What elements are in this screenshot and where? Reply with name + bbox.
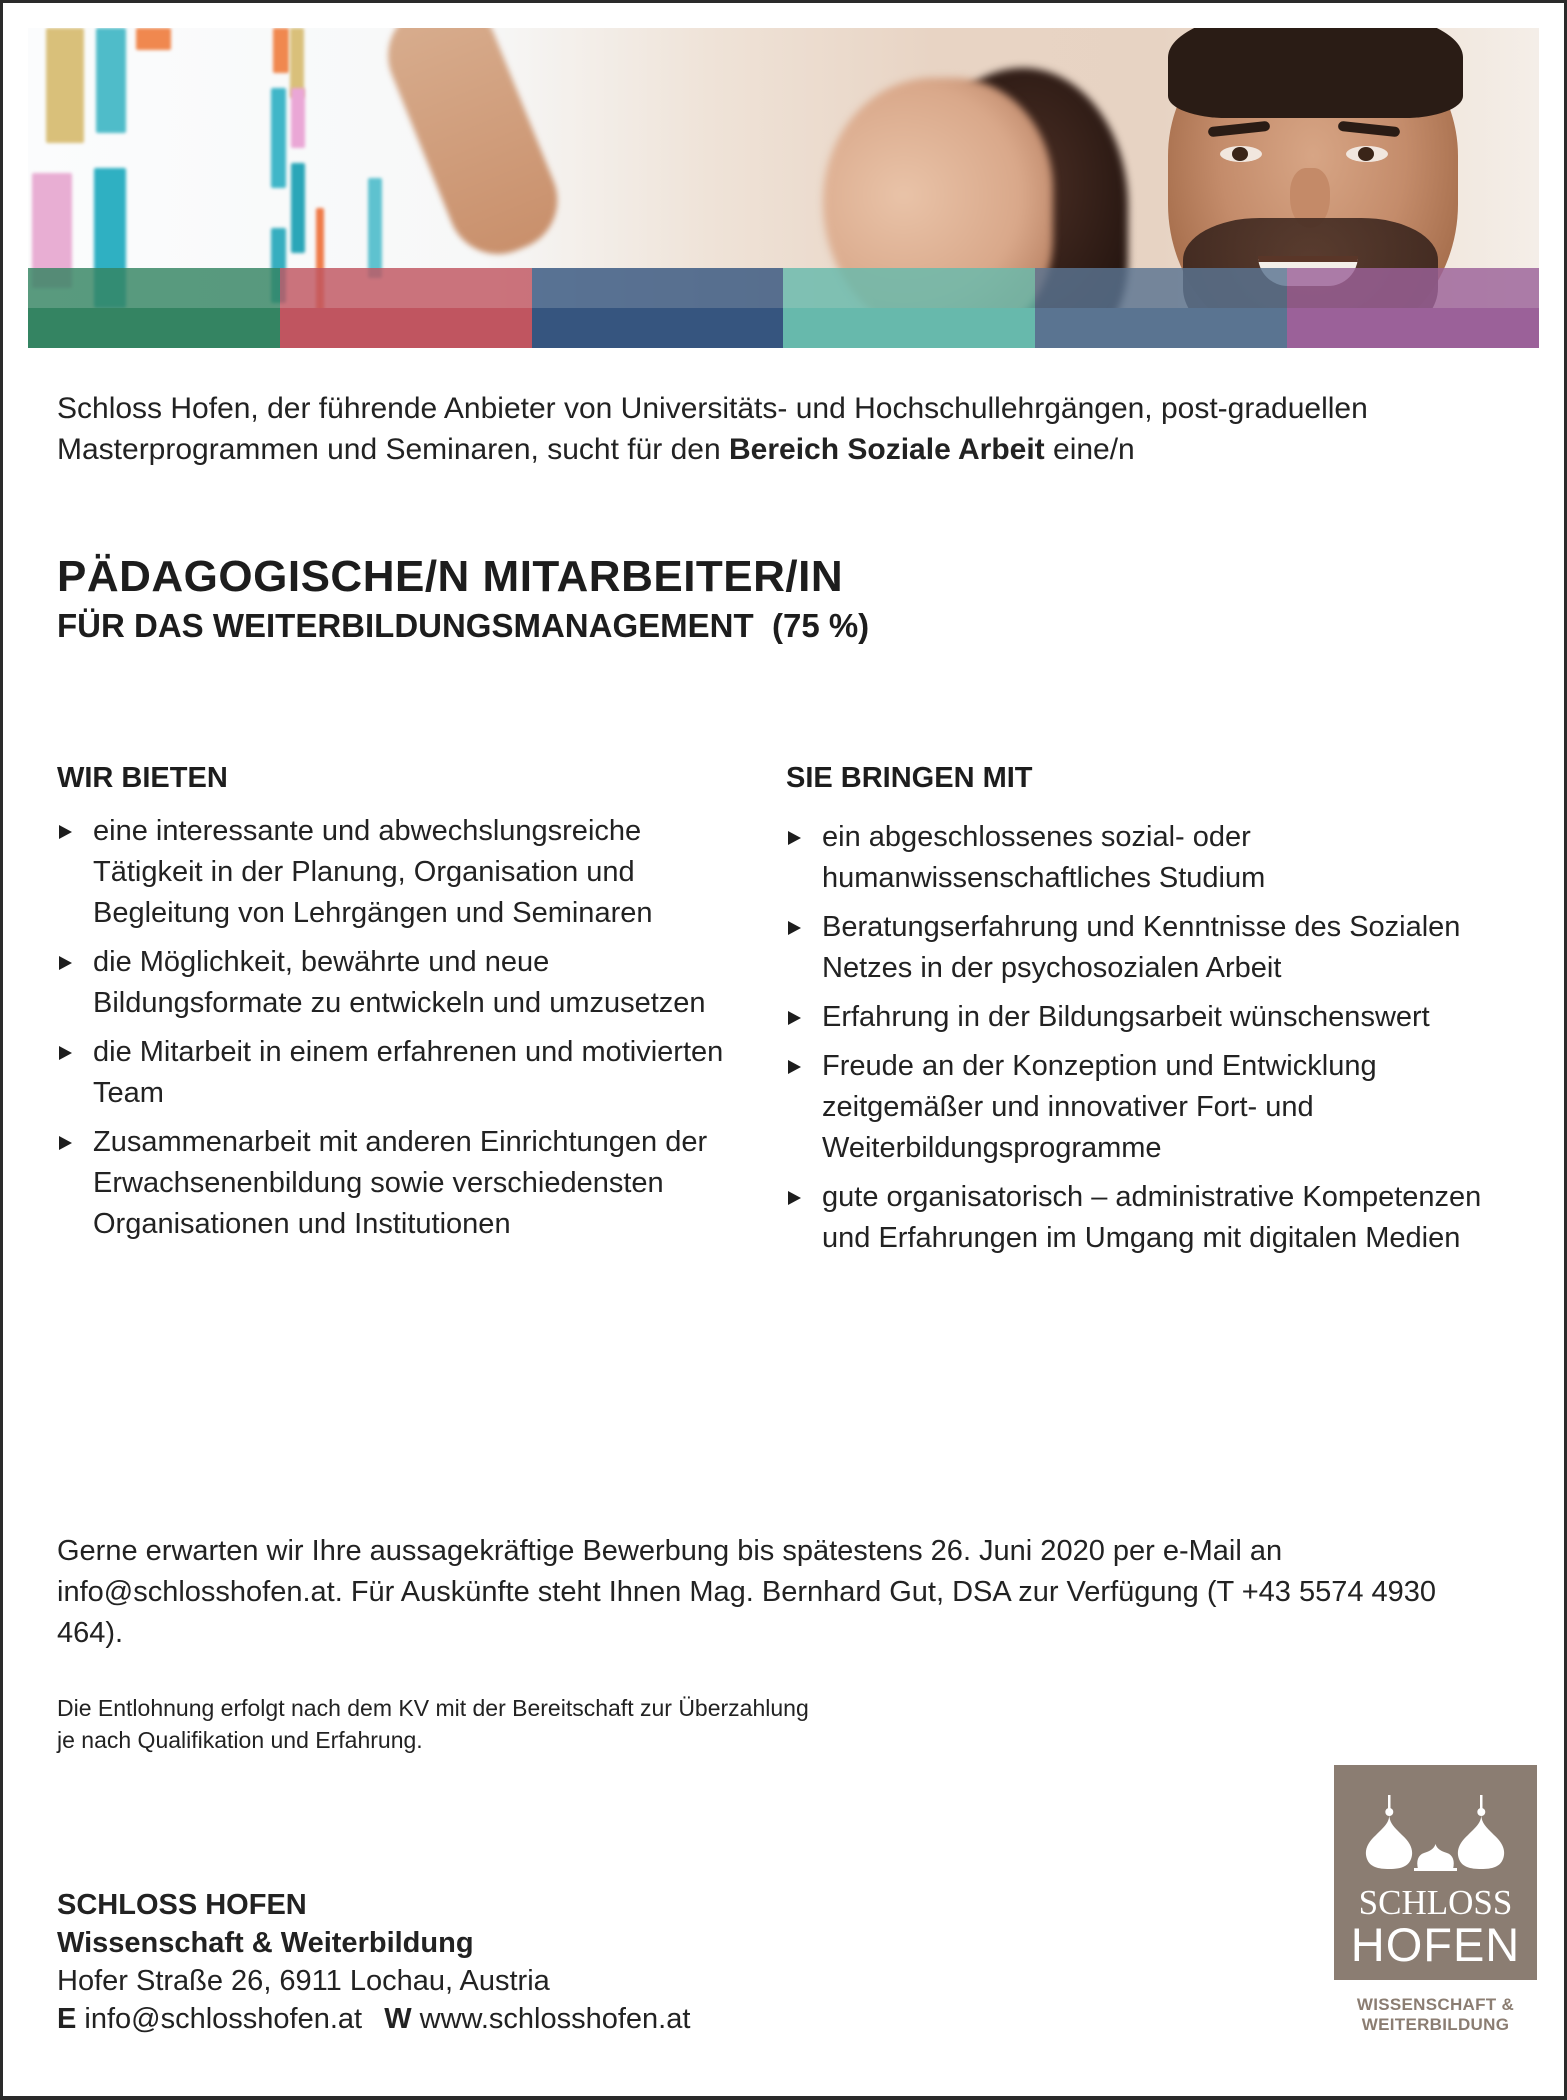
list-item — [786, 1177, 1506, 1259]
logo-tagline — [1334, 1995, 1537, 2035]
color-stripe-solid — [532, 308, 784, 348]
contact-line — [57, 2000, 690, 2038]
color-stripes — [28, 268, 1539, 348]
color-stripe-solid — [280, 308, 532, 348]
email-link[interactable]: info@schlosshofen.at — [84, 2003, 363, 2035]
sticky-note — [46, 28, 84, 143]
list-item — [57, 1032, 747, 1114]
triangle-bullet-icon — [788, 1011, 801, 1025]
schloss-hofen-logo — [1334, 1765, 1537, 1980]
requirements-section — [786, 762, 1506, 1267]
list-item-text: die Möglichkeit, bewährte und neue Bildungsformate zu entwickeln und umzusetzen — [93, 946, 706, 1019]
man-eye — [1220, 146, 1262, 162]
list-item — [57, 1122, 747, 1245]
color-stripe-overlay — [280, 268, 532, 308]
color-stripe-solid — [783, 308, 1035, 348]
color-stripe-solid — [28, 308, 280, 348]
man-hair — [1168, 28, 1463, 118]
offer-section — [57, 762, 747, 1253]
contact-address — [57, 1886, 690, 2038]
sticky-note — [136, 28, 171, 50]
list-item — [786, 997, 1506, 1038]
job-subtitle: FÜR DAS WEITERBILDUNGSMANAGEMENT (75 %) — [57, 607, 870, 644]
sticky-note — [271, 88, 286, 188]
requirements-list — [786, 817, 1506, 1259]
triangle-bullet-icon — [59, 825, 72, 839]
salary-line: je nach Qualifikation und Erfahrung. — [57, 1727, 423, 1753]
org-name: SCHLOSS HOFEN — [57, 1889, 307, 1921]
list-item-text: Erfahrung in der Bildungsarbeit wünschenswert — [822, 1001, 1430, 1033]
sticky-note — [291, 88, 305, 148]
list-item — [786, 817, 1506, 899]
list-item-text: gute organisatorisch – administrative Kompetenzen und Erfahrungen im Umgang mit digitalen Medien — [822, 1181, 1482, 1254]
sticky-note — [96, 28, 126, 133]
triangle-bullet-icon — [788, 921, 801, 935]
street-address: Hofer Straße 26, 6911 Lochau, Austria — [57, 1965, 550, 1997]
triangle-bullet-icon — [59, 1136, 72, 1150]
list-item — [786, 907, 1506, 989]
job-title: PÄDAGOGISCHE/N MITARBEITER/IN — [57, 552, 844, 601]
color-stripe — [1287, 268, 1539, 348]
color-stripe — [532, 268, 784, 348]
list-item — [57, 811, 747, 934]
web-label: W — [384, 2003, 412, 2035]
color-stripe-overlay — [28, 268, 280, 308]
offer-heading: WIR BIETEN — [57, 762, 228, 794]
list-item — [57, 942, 747, 1024]
logo-wordmark-line1: SCHLOSS — [1358, 1883, 1513, 1922]
logo-wordmark-line2: HOFEN — [1350, 1918, 1521, 1971]
list-item-text: die Mitarbeit in einem erfahrenen und motivierten Team — [93, 1036, 724, 1109]
color-stripe-solid — [1035, 308, 1287, 348]
triangle-bullet-icon — [788, 1060, 801, 1074]
list-item-text: Zusammenarbeit mit anderen Einrichtungen der Erwachsenenbildung sowie verschiedensten Organisationen und Institutionen — [93, 1126, 708, 1240]
list-item-text: Beratungserfahrung und Kenntnisse des Sozialen Netzes in der psychosozialen Arbeit — [822, 911, 1461, 984]
org-subtitle: Wissenschaft & Weiterbildung — [57, 1927, 474, 1959]
sticky-note — [368, 178, 382, 278]
intro-paragraph — [57, 388, 1477, 470]
color-stripe — [783, 268, 1035, 348]
list-item — [786, 1046, 1506, 1169]
onion-domes-icon — [1334, 1765, 1537, 1885]
email-label: E — [57, 2003, 77, 2035]
list-item-text: Freude an der Konzeption und Entwicklung zeitgemäßer und innovativer Fort- und Weiterbildungsprogramme — [822, 1050, 1377, 1164]
triangle-bullet-icon — [788, 1191, 801, 1205]
color-stripe-overlay — [1287, 268, 1539, 308]
color-stripe — [28, 268, 280, 348]
logo-tagline-line: WISSENSCHAFT & — [1356, 1995, 1515, 2014]
application-info: Gerne erwarten wir Ihre aussagekräftige Bewerbung bis spätestens 26. Juni 2020 per e-Mail an info@schlosshofen.at. Für Auskünfte steht Ihnen Mag. Bernhard Gut, DSA zur Verfügung (T +43 5574 4930 464). — [57, 1535, 1437, 1649]
color-stripe-overlay — [532, 268, 784, 308]
hero-image — [28, 28, 1539, 348]
web-link[interactable]: www.schlosshofen.at — [419, 2003, 691, 2035]
color-stripe — [280, 268, 532, 348]
raised-arm — [373, 28, 572, 269]
intro-department: Bereich Soziale Arbeit — [729, 433, 1045, 466]
intro-text-end: eine/n — [1044, 433, 1135, 466]
list-item-text: ein abgeschlossenes sozial- oder humanwissenschaftliches Studium — [822, 821, 1266, 894]
intro-text: Schloss Hofen, der führende Anbieter von Universitäts- und Hochschullehrgängen, post-graduellen Masterprogrammen und Seminaren, sucht für den — [57, 392, 1368, 466]
sticky-note — [291, 163, 305, 253]
color-stripe — [1035, 268, 1287, 348]
salary-note — [57, 1692, 1157, 1756]
triangle-bullet-icon — [59, 1046, 72, 1060]
salary-line: Die Entlohnung erfolgt nach dem KV mit der Bereitschaft zur Überzahlung — [57, 1695, 809, 1721]
list-item-text: eine interessante und abwechslungsreiche Tätigkeit in der Planung, Organisation und Begleitung von Lehrgängen und Seminaren — [93, 815, 653, 929]
sticky-note — [273, 28, 289, 73]
color-stripe-solid — [1287, 308, 1539, 348]
color-stripe-overlay — [1035, 268, 1287, 308]
requirements-heading: SIE BRINGEN MIT — [786, 762, 1033, 794]
man-eye — [1346, 146, 1388, 162]
triangle-bullet-icon — [59, 956, 72, 970]
offer-list — [57, 811, 747, 1245]
color-stripe-overlay — [783, 268, 1035, 308]
triangle-bullet-icon — [788, 831, 801, 845]
logo-tagline-line: WEITERBILDUNG — [1361, 2015, 1510, 2034]
